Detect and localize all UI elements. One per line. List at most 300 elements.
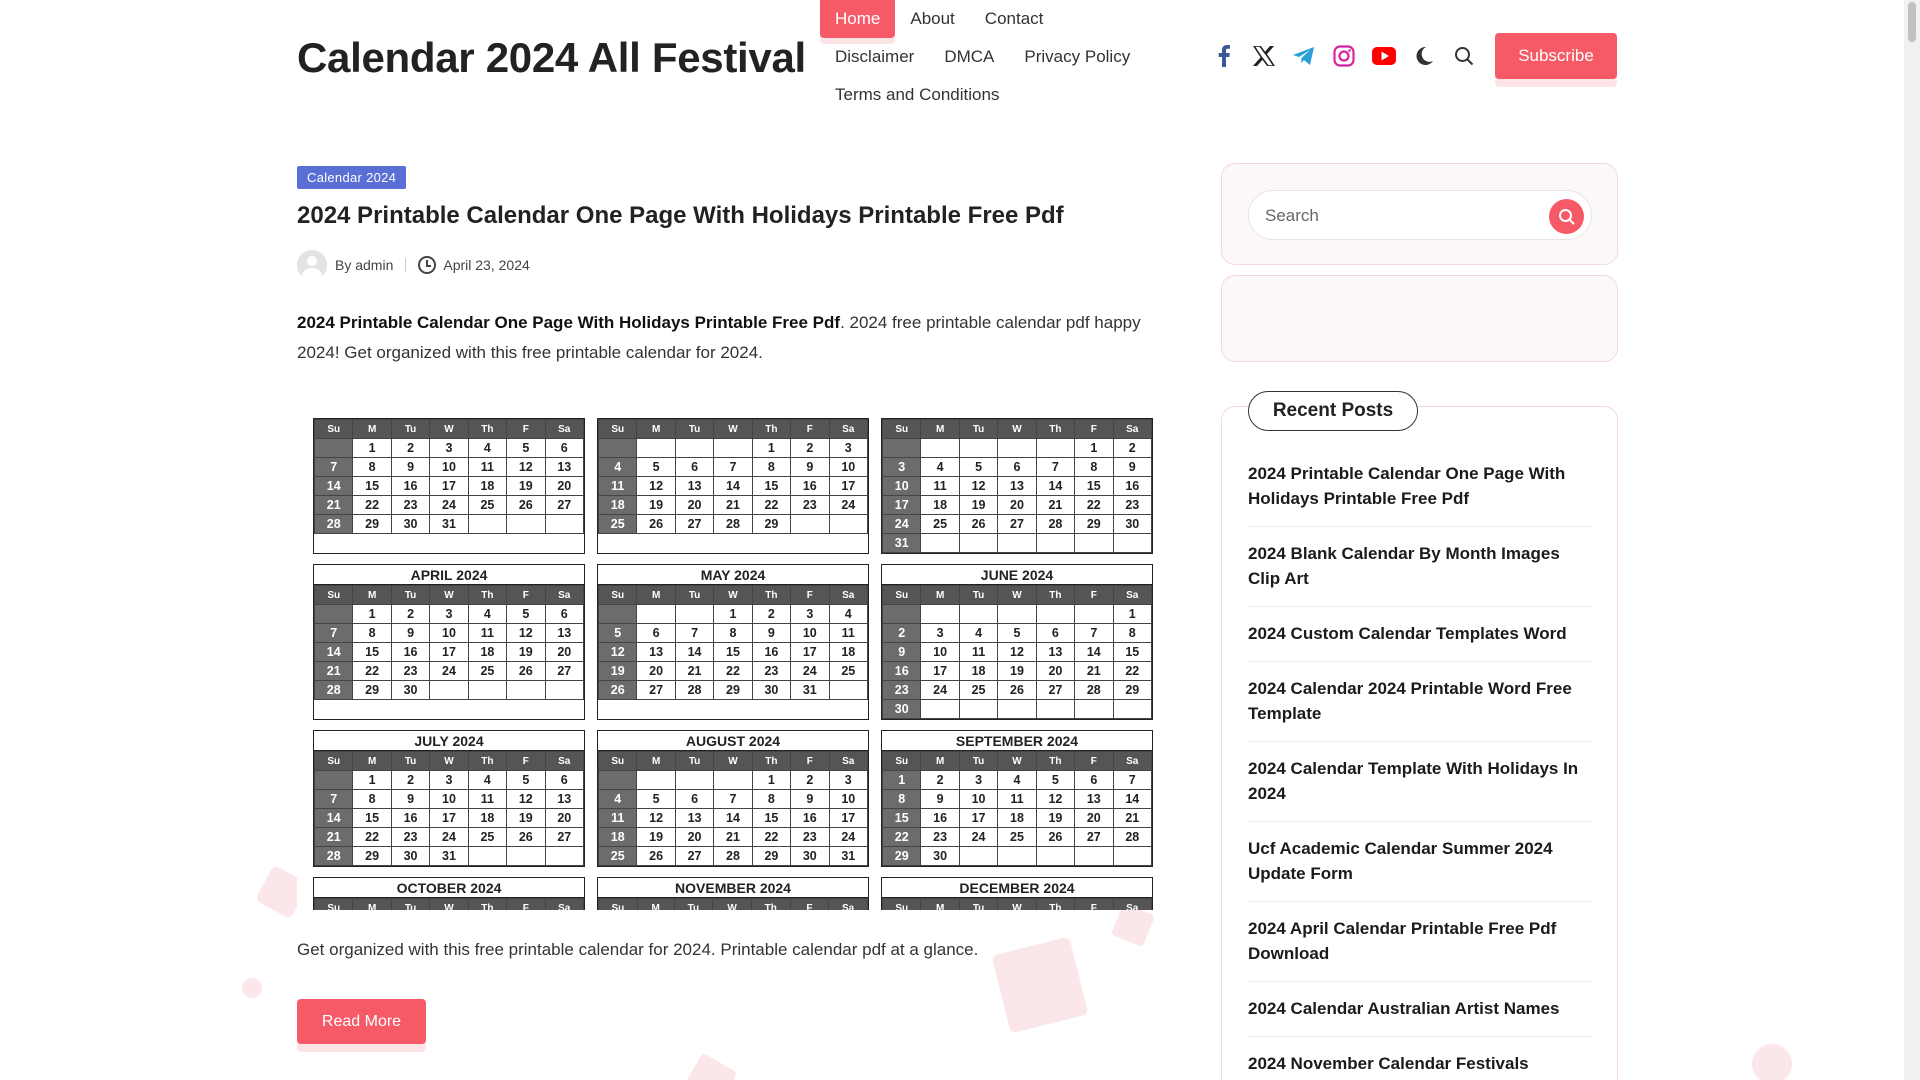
- subscribe-button[interactable]: Subscribe: [1495, 33, 1617, 79]
- calendar-day: 9: [791, 458, 829, 477]
- calendar-day: 18: [921, 496, 959, 515]
- weekday-header: F: [791, 586, 829, 605]
- calendar-day: [675, 605, 713, 624]
- weekday-header: M: [637, 899, 674, 911]
- calendar-day: 1: [714, 605, 752, 624]
- calendar-grid: [297, 412, 1171, 910]
- calendar-day: 8: [883, 790, 921, 809]
- calendar-day: 15: [353, 643, 391, 662]
- weekday-header: M: [637, 420, 675, 439]
- list-item: [1248, 662, 1592, 742]
- calendar-day: 14: [315, 643, 353, 662]
- calendar-day: 28: [714, 847, 752, 866]
- calendar-day: 17: [430, 643, 468, 662]
- calendar-day: 15: [883, 809, 921, 828]
- calendar-day: [1036, 605, 1074, 624]
- weekday-header: Su: [315, 899, 353, 911]
- calendar-day: 1: [353, 605, 391, 624]
- telegram-icon[interactable]: [1292, 44, 1316, 68]
- calendar-day: 28: [1075, 681, 1113, 700]
- calendar-day: [1036, 439, 1074, 458]
- calendar-day: 15: [353, 477, 391, 496]
- calendar-day: 12: [998, 643, 1036, 662]
- calendar-day: 19: [507, 643, 545, 662]
- calendar-day: 19: [637, 496, 675, 515]
- calendar-day: 6: [637, 624, 675, 643]
- nav-item-home[interactable]: Home: [820, 0, 895, 38]
- post-meta: [297, 250, 530, 280]
- calendar-day: 18: [599, 828, 637, 847]
- calendar-day: 20: [545, 809, 583, 828]
- weekday-header: W: [430, 752, 468, 771]
- page-scrollbar[interactable]: [1904, 0, 1920, 1080]
- calendar-day: 5: [1036, 771, 1074, 790]
- youtube-icon[interactable]: [1372, 44, 1396, 68]
- calendar-day: 7: [1036, 458, 1074, 477]
- calendar-day: 17: [883, 496, 921, 515]
- weekday-header: Th: [1036, 420, 1074, 439]
- calendar-day: 22: [883, 828, 921, 847]
- weekday-header: F: [791, 420, 829, 439]
- weekday-header: Th: [751, 899, 790, 911]
- instagram-icon[interactable]: [1332, 44, 1356, 68]
- weekday-header: M: [353, 752, 391, 771]
- calendar-day: 10: [430, 790, 468, 809]
- calendar-day: 7: [675, 624, 713, 643]
- calendar-day: [599, 439, 637, 458]
- calendar-day: 20: [637, 662, 675, 681]
- calendar-day: 13: [675, 809, 713, 828]
- calendar-day: 9: [752, 624, 790, 643]
- calendar-day: [959, 534, 997, 553]
- calendar-day: [468, 515, 506, 534]
- calendar-day: 5: [507, 439, 545, 458]
- calendar-day: [507, 681, 545, 700]
- weekday-header: W: [430, 899, 468, 911]
- weekday-header: Th: [1036, 752, 1074, 771]
- calendar-month: [881, 418, 1153, 554]
- search-submit-button[interactable]: [1549, 199, 1584, 234]
- calendar-day: 16: [1113, 477, 1151, 496]
- calendar-day: 28: [315, 515, 353, 534]
- calendar-day: 20: [1036, 662, 1074, 681]
- calendar-day: [468, 847, 506, 866]
- calendar-day: [791, 515, 829, 534]
- calendar-day: 17: [430, 477, 468, 496]
- nav-item-terms[interactable]: Terms and Conditions: [835, 85, 1000, 104]
- calendar-day: [637, 439, 675, 458]
- calendar-month: [313, 418, 585, 554]
- calendar-day: 14: [675, 643, 713, 662]
- calendar-day: 12: [507, 458, 545, 477]
- calendar-day: 24: [430, 828, 468, 847]
- recent-post-link[interactable]: Ucf Academic Calendar Summer 2024 Update Form: [1248, 839, 1553, 883]
- calendar-day: 20: [998, 496, 1036, 515]
- calendar-day: 23: [883, 681, 921, 700]
- recent-post-link[interactable]: 2024 November Calendar Festivals: [1248, 1054, 1529, 1073]
- excerpt-rest: . 2024 free printable calendar pdf happy 2024! Get organized with this free printable calendar for 2024.: [297, 313, 1141, 362]
- month-name: AUGUST 2024: [598, 731, 868, 751]
- calendar-day: [315, 605, 353, 624]
- weekday-header: F: [1075, 752, 1113, 771]
- calendar-day: [599, 771, 637, 790]
- calendar-day: 28: [315, 681, 353, 700]
- calendar-day: 16: [921, 809, 959, 828]
- calendar-day: 29: [353, 681, 391, 700]
- calendar-day: 16: [391, 643, 429, 662]
- facebook-icon[interactable]: [1212, 44, 1236, 68]
- recent-post-link[interactable]: 2024 Custom Calendar Templates Word: [1248, 624, 1567, 643]
- calendar-day: 10: [430, 458, 468, 477]
- calendar-day: 2: [752, 605, 790, 624]
- calendar-day: 7: [315, 624, 353, 643]
- calendar-day: 30: [752, 681, 790, 700]
- recent-post-link[interactable]: 2024 Calendar Australian Artist Names: [1248, 999, 1560, 1018]
- decorative-shape: [1752, 1044, 1792, 1080]
- weekday-header: Tu: [675, 586, 713, 605]
- calendar-day: 29: [1113, 681, 1151, 700]
- decorative-shape: [683, 1053, 738, 1080]
- calendar-day: 25: [468, 828, 506, 847]
- x-twitter-icon[interactable]: [1252, 44, 1276, 68]
- calendar-day: 30: [391, 515, 429, 534]
- weekday-header: W: [713, 899, 752, 911]
- calendar-day: 21: [714, 828, 752, 847]
- calendar-day: 19: [507, 477, 545, 496]
- calendar-day: 5: [637, 458, 675, 477]
- calendar-day: [675, 771, 713, 790]
- calendar-day: [829, 515, 867, 534]
- calendar-day: 14: [1036, 477, 1074, 496]
- calendar-day: 4: [959, 624, 997, 643]
- calendar-day: 7: [1075, 624, 1113, 643]
- recent-post-link[interactable]: 2024 Printable Calendar One Page With Holidays Printable Free Pdf: [1248, 464, 1566, 508]
- calendar-day: 6: [998, 458, 1036, 477]
- calendar-day: 27: [675, 515, 713, 534]
- calendar-day: 21: [315, 828, 353, 847]
- weekday-header: W: [714, 420, 752, 439]
- recent-post-link[interactable]: 2024 Calendar 2024 Printable Word Free Template: [1248, 679, 1572, 723]
- calendar-day: 16: [391, 809, 429, 828]
- calendar-day: 14: [714, 477, 752, 496]
- calendar-day: 30: [921, 847, 959, 866]
- calendar-day: 14: [714, 809, 752, 828]
- calendar-day: 8: [353, 458, 391, 477]
- author-link[interactable]: admin: [355, 257, 394, 273]
- dark-mode-icon[interactable]: [1412, 44, 1436, 68]
- main-navigation: [820, 0, 1165, 114]
- calendar-day: 10: [829, 458, 867, 477]
- calendar-day: 22: [353, 496, 391, 515]
- calendar-day: 3: [921, 624, 959, 643]
- calendar-day: 25: [468, 662, 506, 681]
- calendar-day: 28: [1036, 515, 1074, 534]
- calendar-day: 24: [791, 662, 829, 681]
- nav-item-privacy-policy[interactable]: Privacy Policy: [1024, 47, 1131, 66]
- weekday-header: Su: [599, 899, 638, 911]
- calendar-day: 22: [1113, 662, 1151, 681]
- calendar-day: 2: [883, 624, 921, 643]
- read-more-button[interactable]: Read More: [297, 999, 426, 1044]
- calendar-day: 17: [791, 643, 829, 662]
- calendar-month: [597, 564, 869, 720]
- calendar-day: 23: [791, 496, 829, 515]
- list-item: [1248, 447, 1592, 527]
- calendar-day: 23: [391, 828, 429, 847]
- calendar-day: 8: [752, 790, 790, 809]
- calendar-day: 16: [752, 643, 790, 662]
- calendar-day: 31: [829, 847, 867, 866]
- calendar-day: 12: [637, 477, 675, 496]
- calendar-day: 10: [959, 790, 997, 809]
- month-name: SEPTEMBER 2024: [882, 731, 1152, 751]
- calendar-day: 26: [637, 847, 675, 866]
- calendar-day: 2: [791, 771, 829, 790]
- weekday-header: Su: [315, 752, 353, 771]
- calendar-day: 22: [353, 662, 391, 681]
- list-item: [1248, 527, 1592, 607]
- calendar-day: [545, 515, 583, 534]
- weekday-header: Tu: [959, 899, 997, 911]
- calendar-day: 17: [921, 662, 959, 681]
- calendar-day: 6: [545, 771, 583, 790]
- calendar-day: 26: [959, 515, 997, 534]
- calendar-day: 13: [545, 624, 583, 643]
- calendar-day: 21: [1075, 662, 1113, 681]
- calendar-day: 11: [468, 458, 506, 477]
- calendar-day: 27: [637, 681, 675, 700]
- calendar-day: 2: [391, 605, 429, 624]
- weekday-header: F: [1075, 899, 1113, 911]
- weekday-header: Tu: [959, 752, 997, 771]
- weekday-header: Sa: [1113, 899, 1151, 911]
- scrollbar-thumb[interactable]: [1908, 2, 1916, 42]
- calendar-day: 6: [675, 790, 713, 809]
- calendar-day: [545, 847, 583, 866]
- calendar-day: 11: [998, 790, 1036, 809]
- weekday-header: Tu: [675, 752, 713, 771]
- calendar-day: 30: [883, 700, 921, 719]
- calendar-month: [597, 877, 869, 910]
- calendar-day: 18: [959, 662, 997, 681]
- weekday-header: M: [637, 586, 675, 605]
- weekday-header: Tu: [675, 420, 713, 439]
- weekday-header: F: [791, 752, 829, 771]
- calendar-day: 9: [391, 790, 429, 809]
- calendar-day: 31: [430, 515, 468, 534]
- calendar-day: 1: [1113, 605, 1151, 624]
- calendar-day: 27: [675, 847, 713, 866]
- calendar-day: 28: [714, 515, 752, 534]
- avatar[interactable]: [297, 250, 327, 280]
- excerpt-bold: 2024 Printable Calendar One Page With Holidays Printable Free Pdf: [297, 313, 841, 332]
- calendar-day: 2: [391, 439, 429, 458]
- weekday-header: Su: [315, 586, 353, 605]
- calendar-day: [959, 700, 997, 719]
- calendar-day: [599, 605, 637, 624]
- calendar-day: 27: [998, 515, 1036, 534]
- month-name: JULY 2024: [314, 731, 584, 751]
- calendar-month: [881, 877, 1153, 910]
- calendar-day: 31: [883, 534, 921, 553]
- post-title[interactable]: 2024 Printable Calendar One Page With Holidays Printable Free Pdf: [297, 202, 1064, 229]
- calendar-day: 18: [829, 643, 867, 662]
- recent-post-link[interactable]: 2024 Calendar Template With Holidays In 2024: [1248, 759, 1579, 803]
- weekday-header: Sa: [1113, 586, 1151, 605]
- calendar-day: 27: [1036, 681, 1074, 700]
- calendar-day: 10: [791, 624, 829, 643]
- month-name: OCTOBER 2024: [314, 878, 584, 898]
- weekday-header: W: [714, 586, 752, 605]
- nav-item-contact[interactable]: Contact: [984, 9, 1044, 28]
- search-icon[interactable]: [1452, 44, 1476, 68]
- site-title[interactable]: Calendar 2024 All Festival: [297, 34, 806, 81]
- weekday-header: W: [998, 899, 1036, 911]
- calendar-month: [597, 418, 869, 554]
- calendar-day: [637, 771, 675, 790]
- calendar-day: 10: [921, 643, 959, 662]
- calendar-day: [883, 439, 921, 458]
- nav-item-dmca[interactable]: DMCA: [944, 47, 995, 66]
- calendar-day: 15: [1113, 643, 1151, 662]
- calendar-day: 4: [468, 771, 506, 790]
- calendar-day: 30: [391, 681, 429, 700]
- calendar-day: 5: [959, 458, 997, 477]
- weekday-header: Sa: [1113, 752, 1151, 771]
- calendar-month: [881, 730, 1153, 867]
- calendar-day: 22: [752, 496, 790, 515]
- recent-post-link[interactable]: 2024 Blank Calendar By Month Images Clip Art: [1248, 544, 1560, 588]
- weekday-header: Su: [599, 586, 637, 605]
- weekday-header: W: [430, 586, 468, 605]
- calendar-day: 23: [752, 662, 790, 681]
- decorative-shape: [992, 937, 1089, 1034]
- calendar-day: 24: [430, 662, 468, 681]
- list-item: [1248, 607, 1592, 662]
- weekday-header: Su: [599, 752, 637, 771]
- calendar-day: 13: [1036, 643, 1074, 662]
- weekday-header: Tu: [959, 586, 997, 605]
- calendar-day: 3: [791, 605, 829, 624]
- weekday-header: W: [714, 752, 752, 771]
- post-date: April 23, 2024: [443, 257, 530, 273]
- list-item: [1248, 1037, 1592, 1080]
- calendar-day: 23: [391, 662, 429, 681]
- calendar-day: 22: [714, 662, 752, 681]
- calendar-image[interactable]: [297, 412, 1171, 910]
- calendar-day: 7: [315, 790, 353, 809]
- weekday-header: Th: [1036, 586, 1074, 605]
- calendar-day: 7: [315, 458, 353, 477]
- calendar-day: [998, 605, 1036, 624]
- recent-posts-widget: [1221, 400, 1618, 1080]
- weekday-header: Sa: [829, 752, 867, 771]
- calendar-day: 21: [315, 662, 353, 681]
- weekday-header: M: [353, 586, 391, 605]
- weekday-header: Tu: [391, 586, 429, 605]
- calendar-day: [998, 847, 1036, 866]
- calendar-day: 4: [599, 458, 637, 477]
- calendar-day: 15: [714, 643, 752, 662]
- calendar-day: 3: [430, 771, 468, 790]
- recent-post-link[interactable]: 2024 April Calendar Printable Free Pdf Download: [1248, 919, 1557, 963]
- calendar-day: [468, 681, 506, 700]
- calendar-day: 13: [1075, 790, 1113, 809]
- calendar-day: 28: [315, 847, 353, 866]
- calendar-day: 10: [883, 477, 921, 496]
- author-prefix: By: [335, 257, 352, 273]
- calendar-day: 11: [959, 643, 997, 662]
- calendar-day: 9: [791, 790, 829, 809]
- weekday-header: Sa: [545, 420, 583, 439]
- weekday-header: Sa: [829, 420, 867, 439]
- calendar-day: 21: [315, 496, 353, 515]
- calendar-day: 8: [353, 790, 391, 809]
- weekday-header: Tu: [959, 420, 997, 439]
- calendar-day: 26: [507, 828, 545, 847]
- calendar-day: 20: [675, 828, 713, 847]
- calendar-day: 16: [883, 662, 921, 681]
- calendar-day: 9: [1113, 458, 1151, 477]
- list-item: [1248, 822, 1592, 902]
- calendar-day: 14: [1113, 790, 1151, 809]
- calendar-day: [507, 847, 545, 866]
- calendar-day: 3: [430, 439, 468, 458]
- calendar-day: 5: [507, 771, 545, 790]
- calendar-day: [921, 605, 959, 624]
- calendar-day: 9: [921, 790, 959, 809]
- calendar-day: 7: [714, 458, 752, 477]
- calendar-day: 11: [599, 809, 637, 828]
- calendar-day: 5: [507, 605, 545, 624]
- calendar-day: 23: [1113, 496, 1151, 515]
- post-excerpt: [297, 308, 1147, 368]
- search-widget: [1221, 163, 1618, 265]
- calendar-day: [1113, 847, 1151, 866]
- calendar-day: 17: [430, 809, 468, 828]
- calendar-day: 1: [1075, 439, 1113, 458]
- calendar-day: [959, 605, 997, 624]
- calendar-month: [881, 564, 1153, 720]
- calendar-day: 26: [507, 662, 545, 681]
- calendar-day: [1075, 534, 1113, 553]
- calendar-day: [998, 700, 1036, 719]
- calendar-day: [1075, 605, 1113, 624]
- calendar-day: 6: [675, 458, 713, 477]
- calendar-day: 29: [1075, 515, 1113, 534]
- nav-item-disclaimer[interactable]: Disclaimer: [835, 47, 915, 66]
- calendar-day: 16: [391, 477, 429, 496]
- calendar-day: [921, 700, 959, 719]
- calendar-day: 13: [998, 477, 1036, 496]
- month-name: APRIL 2024: [314, 565, 584, 585]
- weekday-header: M: [353, 420, 391, 439]
- search-input[interactable]: [1265, 203, 1535, 229]
- calendar-day: [1113, 534, 1151, 553]
- nav-item-about[interactable]: About: [910, 9, 955, 28]
- category-badge[interactable]: Calendar 2024: [297, 166, 406, 189]
- recent-posts-title: Recent Posts: [1248, 391, 1418, 431]
- calendar-day: 24: [829, 496, 867, 515]
- calendar-day: 9: [391, 624, 429, 643]
- calendar-day: 13: [637, 643, 675, 662]
- calendar-day: 18: [998, 809, 1036, 828]
- calendar-day: 25: [599, 515, 637, 534]
- calendar-day: 6: [545, 605, 583, 624]
- calendar-day: 8: [752, 458, 790, 477]
- calendar-day: 17: [829, 477, 867, 496]
- calendar-day: 14: [315, 809, 353, 828]
